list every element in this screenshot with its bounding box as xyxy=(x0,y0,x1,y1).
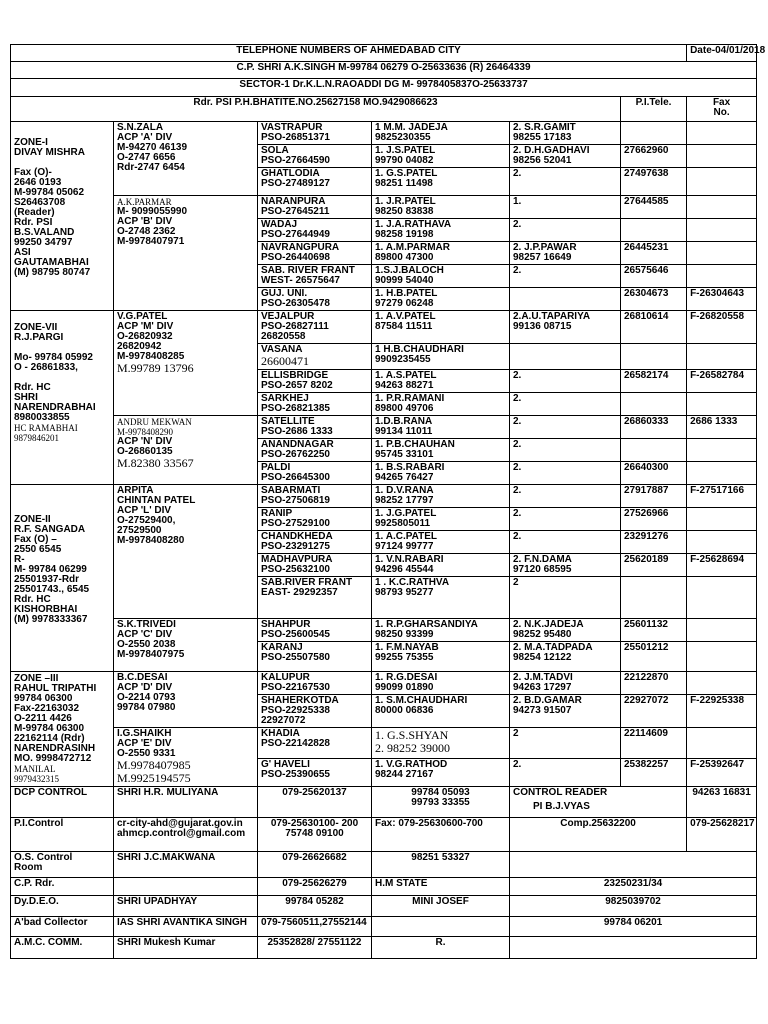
pi-first xyxy=(372,145,510,168)
fax-number xyxy=(687,672,757,695)
pi-telephone: 25382257 xyxy=(621,759,687,787)
pi-first xyxy=(372,695,510,728)
pi-telephone: 26810614 xyxy=(621,311,687,344)
police-station-name: ELLISBRIDGE PSO-2657 8202 xyxy=(261,370,333,391)
pi-first-name: 1. J.R.PATEL 98250 83838 xyxy=(375,196,436,217)
pi-telephone: 26445231 xyxy=(621,242,687,265)
acp-details: ACP 'N' DIV O-26860135 xyxy=(117,436,173,457)
control-reader-phone: 94263 16831 xyxy=(687,787,757,818)
pi-telephone: 26304673 xyxy=(621,288,687,311)
police-station xyxy=(258,462,372,485)
fax-number: F-22925338 xyxy=(687,695,757,728)
pi-first-name: 1 . K.C.RATHVA 98793 95277 xyxy=(375,577,450,598)
station-row xyxy=(11,728,757,759)
fax-number: F-26304643 xyxy=(687,288,757,311)
pi-first xyxy=(372,759,510,787)
pi-first xyxy=(372,672,510,695)
acp-details: V.G.PATEL ACP 'M' DIV O-26820932 26820942 M-9978408285 xyxy=(117,311,185,362)
police-station-name: VEJALPUR PSO-26827111 26820558 xyxy=(261,311,329,342)
police-station xyxy=(258,531,372,554)
footer-row xyxy=(11,818,757,852)
amc-phone: 25352828/ 27551122 xyxy=(258,937,372,959)
pi-first-name: 1. D.V.RANA 98252 17797 xyxy=(375,485,434,506)
police-station-name: MADHAVPURA PSO-25632100 xyxy=(261,554,333,575)
os-control-name: SHRI J.C.MAKWANA xyxy=(114,852,258,878)
control-reader-label: CONTROL READER xyxy=(513,787,608,798)
zone-extra: HC RAMABHAI 9879846201 xyxy=(14,423,78,443)
pi-control-comp-phone: 079-25628217 xyxy=(687,818,757,852)
pi-second: 2. xyxy=(510,508,621,531)
pi-first xyxy=(372,554,510,577)
pi-first xyxy=(372,370,510,393)
pi-first-name: 1. P.R.RAMANI 89800 49706 xyxy=(375,393,445,414)
pi-first-name: 1. F.M.NAYAB 99255 75355 xyxy=(375,642,439,663)
pi-telephone: 27662960 xyxy=(621,145,687,168)
pi-telephone: 26575646 xyxy=(621,265,687,288)
acp-details: M- 9099055990 ACP 'B' DIV O-2748 2362 M-9978407971 xyxy=(117,206,188,247)
pi-second: 2. B.D.GAMAR 94273 91507 xyxy=(510,695,621,728)
footer-row xyxy=(11,896,757,917)
acp-cell xyxy=(114,416,258,485)
pi-first xyxy=(372,393,510,416)
pi-telephone xyxy=(621,344,687,370)
pi-first-name: 1. A.M.PARMAR 89800 47300 xyxy=(375,242,450,263)
dy-deo-phone: 99784 05282 xyxy=(258,896,372,917)
acp-cell xyxy=(114,311,258,416)
police-station xyxy=(258,577,372,619)
dy-deo-label: Dy.D.E.O. xyxy=(11,896,114,917)
fax-number xyxy=(687,393,757,416)
police-station-name: CHANDKHEDA PSO-23291275 xyxy=(261,531,333,552)
police-station-name: SARKHEJ PSO-26821385 xyxy=(261,393,330,414)
pi-first xyxy=(372,508,510,531)
fax-number: 2686 1333 xyxy=(687,416,757,439)
footer-row xyxy=(11,937,757,959)
police-station-name: GUJ. UNI. PSO-26305478 xyxy=(261,288,330,309)
fax-number: F-26582784 xyxy=(687,370,757,393)
pi-second: 2. J.P.PAWAR 98257 16649 xyxy=(510,242,621,265)
zone-info: ZONE-I DIVAY MISHRA Fax (O)- 2646 0193 M-99784 05062 S26463708 (Reader) Rdr. PSI B.S.VALAND 99250 34797 ASI GAUTAMABHAI (M) 98795 80747 xyxy=(14,137,91,278)
zone-cell xyxy=(11,122,114,311)
zone-cell xyxy=(11,485,114,672)
collector-mobile: 99784 06201 xyxy=(510,917,757,937)
pi-first-name: 1. A.V.PATEL 87584 11511 xyxy=(375,311,436,332)
pi-second: 2. xyxy=(510,265,621,288)
zone-info: ZONE-VII R.J.PARGI Mo- 99784 05992 O - 26861833, Rdr. HC SHRI NARENDRABHAI 8980033855 xyxy=(14,322,96,423)
police-station-name: SAB. RIVER FRANT WEST- 26575647 xyxy=(261,265,355,286)
acp-details: I.G.SHAIKH ACP 'E' DIV O-2550 9331 xyxy=(117,728,176,759)
pi-first-name: 1.D.B.RANA 99134 11011 xyxy=(375,416,433,437)
pi-telephone: 25620189 xyxy=(621,554,687,577)
zone-info: ZONE –III RAHUL TRIPATHI 99784 06300 Fax-22163032 O-2211 4426 M-99784 06300 22162114 (Rdr) NARENDRASINH MO. 9998472712 xyxy=(14,673,97,764)
pi-second: 2. M.A.TADPADA 98254 12122 xyxy=(510,642,621,672)
pi-first xyxy=(372,122,510,145)
police-station xyxy=(258,122,372,145)
amc-label: A.M.C. COMM. xyxy=(11,937,114,959)
acp-cell xyxy=(114,485,258,619)
police-station-name: KALUPUR PSO-22167530 xyxy=(261,672,330,693)
fax-number: F-26820558 xyxy=(687,311,757,344)
fax-number xyxy=(687,577,757,619)
pi-second: 1. xyxy=(510,196,621,219)
fax-number: F-27517166 xyxy=(687,485,757,508)
pi-first-name: 1. H.B.PATEL 97279 06248 xyxy=(375,288,438,309)
police-station-phone: 26600471 xyxy=(261,354,309,368)
acp-details: S.N.ZALA ACP 'A' DIV M-94270 46139 O-2747 6656 Rdr-2747 6454 xyxy=(117,122,188,173)
pi-second: 2. D.H.GADHAVI 98256 52041 xyxy=(510,145,621,168)
fax-number xyxy=(687,728,757,759)
fax-number: F-25628694 xyxy=(687,554,757,577)
fax-number xyxy=(687,508,757,531)
pi-tele-header: P.I.Tele. xyxy=(621,97,687,122)
pi-first-name: 1. B.S.RABARI 94265 76427 xyxy=(375,462,445,483)
pi-telephone xyxy=(621,393,687,416)
cp-rdr-label: C.P. Rdr. xyxy=(11,878,114,896)
police-station-name: WADAJ PSO-27644949 xyxy=(261,219,330,240)
fax-number: F-25392647 xyxy=(687,759,757,787)
pi-first-name: 1. P.B.CHAUHAN 95745 33101 xyxy=(375,439,455,460)
pi-first-name: 1. J.S.PATEL 99790 04082 xyxy=(375,145,436,166)
pi-control-fax: Fax: 079-25630600-700 xyxy=(372,818,510,852)
pi-first-name: 1 H.B.CHAUDHARI 9909235455 xyxy=(375,344,464,365)
acp-cell xyxy=(114,728,258,787)
acp-mobile: M.9978407985 M.9925194575 xyxy=(117,758,191,785)
police-station xyxy=(258,439,372,462)
police-station-name: ANANDNAGAR PSO-26762250 xyxy=(261,439,334,460)
dcp-control-name: SHRI H.R. MULIYANA xyxy=(114,787,258,818)
pi-first-name: 1. A.S.PATEL 94263 88271 xyxy=(375,370,437,391)
pi-second: 2. xyxy=(510,531,621,554)
cp-rdr-phone: 079-25626279 xyxy=(258,878,372,896)
pi-first xyxy=(372,462,510,485)
fax-number xyxy=(687,122,757,145)
pi-first xyxy=(372,265,510,288)
station-row xyxy=(11,619,757,642)
police-station xyxy=(258,728,372,759)
police-station xyxy=(258,145,372,168)
pi-telephone: 22114609 xyxy=(621,728,687,759)
acp-details: B.C.DESAI ACP 'D' DIV O-2214 0793 99784 07980 xyxy=(117,672,176,713)
police-station xyxy=(258,695,372,728)
pi-first-name: 1. J.G.PATEL 9925805011 xyxy=(375,508,437,529)
pi-second: 2. xyxy=(510,370,621,393)
control-reader-name: PI B.J.VYAS xyxy=(533,801,590,812)
pi-first-name: 1. A.C.PATEL 97124 99777 xyxy=(375,531,438,552)
fax-number xyxy=(687,145,757,168)
acp-mobile: M.82380 33567 xyxy=(117,456,194,470)
fax-number xyxy=(687,242,757,265)
acp-cell xyxy=(114,122,258,196)
acp-cell xyxy=(114,196,258,311)
pi-second: 2. xyxy=(510,219,621,242)
collector-name: IAS SHRI AVANTIKA SINGH xyxy=(114,917,258,937)
pi-first xyxy=(372,168,510,196)
police-station xyxy=(258,265,372,288)
pi-telephone xyxy=(621,577,687,619)
police-station xyxy=(258,508,372,531)
acp-mobile: M.99789 13796 xyxy=(117,361,194,375)
fax-number xyxy=(687,439,757,462)
pi-telephone: 27644585 xyxy=(621,196,687,219)
dcp-control-label: DCP CONTROL xyxy=(11,787,114,818)
pi-first-name: 1. V.N.RABARI 94296 45544 xyxy=(375,554,444,575)
pi-first xyxy=(372,311,510,344)
pi-first-name: 1. V.G.RATHOD 98244 27167 xyxy=(375,759,448,781)
police-station-name: VASTRAPUR PSO-26851371 xyxy=(261,122,330,143)
fax-number xyxy=(687,344,757,370)
police-station xyxy=(258,485,372,508)
pi-second: 2. xyxy=(510,393,621,416)
police-station xyxy=(258,344,372,370)
acp-cell xyxy=(114,619,258,672)
police-station-name: VASANA xyxy=(261,344,303,355)
pi-telephone: 27526966 xyxy=(621,508,687,531)
acp-details: ARPITA CHINTAN PATEL ACP 'L' DIV O-27529400, 27529500 M-9978408280 xyxy=(117,485,196,546)
hm-state-phone: 23250231/34 xyxy=(510,878,757,896)
police-station-name: GHATLODIA PSO-27489127 xyxy=(261,168,330,189)
police-station-name: SHAHPUR PSO-25600545 xyxy=(261,619,330,640)
police-station-name: NARANPURA PSO-27645211 xyxy=(261,196,330,217)
pi-first-name: 1. J.A.RATHAVA 98258 19198 xyxy=(375,219,452,240)
pi-second: 2. xyxy=(510,168,621,196)
cp-line: C.P. SHRI A.K.SINGH M-99784 06279 O-25633636 (R) 26464339 xyxy=(11,62,757,79)
pi-second: 2. F.N.DAMA 97120 68595 xyxy=(510,554,621,577)
station-row xyxy=(11,311,757,344)
police-station-name: PALDI PSO-26645300 xyxy=(261,462,330,483)
pi-first xyxy=(372,288,510,311)
station-row xyxy=(11,416,757,439)
pi-telephone: 27917887 xyxy=(621,485,687,508)
pi-first-name: 1. G.S.PATEL 98251 11498 xyxy=(375,168,438,189)
station-row xyxy=(11,485,757,508)
pi-second: 2 xyxy=(510,728,621,759)
pi-second: 2. xyxy=(510,759,621,787)
fax-number xyxy=(687,265,757,288)
police-station-name: KARANJ PSO-25507580 xyxy=(261,642,330,663)
pi-telephone: 26582174 xyxy=(621,370,687,393)
police-station-name: RANIP PSO-27529100 xyxy=(261,508,330,529)
collector-blank xyxy=(372,917,510,937)
police-station-name: SATELLITE PSO-2686 1333 xyxy=(261,416,333,437)
pi-second: 2. xyxy=(510,485,621,508)
sector-line: SECTOR-1 Dr.K.L.N.RAOADDI DG M- 9978405837O-25633737 xyxy=(11,79,757,97)
acp-details: S.K.TRIVEDI ACP 'C' DIV O-2550 2038 M-9978407975 xyxy=(117,619,185,660)
police-station-name: G' HAVELI PSO-25390655 xyxy=(261,759,330,781)
police-station xyxy=(258,672,372,695)
pi-first xyxy=(372,577,510,619)
station-row xyxy=(11,122,757,145)
pi-first xyxy=(372,439,510,462)
station-row xyxy=(11,672,757,695)
pi-telephone: 25601132 xyxy=(621,619,687,642)
dcp-control-phone: 079-25620137 xyxy=(258,787,372,818)
station-row xyxy=(11,196,757,219)
os-control-label: O.S. Control Room xyxy=(11,852,114,878)
fax-number xyxy=(687,168,757,196)
pi-telephone: 27497638 xyxy=(621,168,687,196)
footer-row xyxy=(11,917,757,937)
police-station-name: SHAHERKOTDA PSO-22925338 22927072 xyxy=(261,695,339,726)
fax-number xyxy=(687,619,757,642)
pi-telephone xyxy=(621,122,687,145)
acp-officer: A.K.PARMAR xyxy=(117,197,172,207)
pi-second xyxy=(510,344,621,370)
pi-first xyxy=(372,416,510,439)
police-station xyxy=(258,554,372,577)
police-station xyxy=(258,416,372,439)
control-reader-cell xyxy=(510,787,687,818)
pi-second: 2. N.K.JADEJA 98252 95480 xyxy=(510,619,621,642)
police-station-name: SOLA PSO-27664590 xyxy=(261,145,330,166)
pi-telephone xyxy=(621,439,687,462)
mini-josef-phone: 9825039702 xyxy=(510,896,757,917)
telephone-table xyxy=(10,44,766,959)
zone-info: ZONE-II R.F. SANGADA Fax (O) – 2550 6545 R- M- 99784 06299 25501937-Rdr 25501743., 6545 Rdr. HC KISHORBHAI (M) 9978333367 xyxy=(14,514,90,625)
page-title: TELEPHONE NUMBERS OF AHMEDABAD CITY xyxy=(11,45,687,62)
pi-second: 2.A.U.TAPARIYA 99136 08715 xyxy=(510,311,621,344)
police-station xyxy=(258,219,372,242)
police-station xyxy=(258,242,372,265)
pi-first xyxy=(372,728,510,759)
police-station xyxy=(258,642,372,672)
pi-second: 2. xyxy=(510,462,621,485)
police-station-name: KHADIA PSO-22142828 xyxy=(261,728,330,749)
pi-first-name: 1. G.S.SHYAN 2. 98252 39000 xyxy=(375,728,450,755)
pi-first-name: 1 M.M. JADEJA 9825230355 xyxy=(375,122,448,143)
fax-number xyxy=(687,196,757,219)
amc-extra: R. xyxy=(372,937,510,959)
footer-row xyxy=(11,787,757,818)
police-station-name: SAB.RIVER FRANT EAST- 29292357 xyxy=(261,577,353,598)
pi-control-phone: 079-25630100- 200 75748 09100 xyxy=(258,818,372,852)
pi-second: 2 xyxy=(510,577,621,619)
dcp-control-mobile: 99784 05093 99793 33355 xyxy=(372,787,510,818)
police-station xyxy=(258,168,372,196)
police-station xyxy=(258,619,372,642)
acp-cell xyxy=(114,672,258,728)
pi-control-email: cr-city-ahd@gujarat.gov.in ahmcp.control@gmail.com xyxy=(114,818,258,852)
pi-first-name: 1. R.P.GHARSANDIYA 98250 93399 xyxy=(375,619,478,640)
acp-officer: ANDRU MEKWAN M-9978408290 xyxy=(117,417,192,437)
os-control-mobile: 98251 53327 xyxy=(372,852,510,878)
pi-telephone: 22927072 xyxy=(621,695,687,728)
police-station xyxy=(258,196,372,219)
pi-first-name: 1.S.J.BALOCH 90999 54040 xyxy=(375,265,444,286)
pi-second: 2. xyxy=(510,439,621,462)
cp-rdr-blank xyxy=(114,878,258,896)
zone-extra: MANILAL 9979432315 xyxy=(14,764,59,784)
zone-cell xyxy=(11,311,114,485)
pi-first xyxy=(372,619,510,642)
police-station-name: NAVRANGPURA PSO-26440698 xyxy=(261,242,340,263)
pi-first-name: 1. R.G.DESAI 99099 01890 xyxy=(375,672,438,693)
police-station-name: SABARMATI PSO-27506819 xyxy=(261,485,330,506)
pi-telephone: 26640300 xyxy=(621,462,687,485)
pi-telephone: 22122870 xyxy=(621,672,687,695)
collector-phone: 079-7560511,27552144 xyxy=(258,917,372,937)
fax-number xyxy=(687,219,757,242)
police-station xyxy=(258,759,372,787)
police-station xyxy=(258,393,372,416)
hm-state-label: H.M STATE xyxy=(372,878,510,896)
pi-first xyxy=(372,344,510,370)
police-station xyxy=(258,311,372,344)
fax-number xyxy=(687,642,757,672)
zone-cell xyxy=(11,672,114,787)
amc-name: SHRI Mukesh Kumar xyxy=(114,937,258,959)
pi-control-label: P.I.Control xyxy=(11,818,114,852)
fax-number xyxy=(687,531,757,554)
police-station xyxy=(258,370,372,393)
pi-telephone: 25501212 xyxy=(621,642,687,672)
mini-josef-name: MINI JOSEF xyxy=(372,896,510,917)
pi-first xyxy=(372,485,510,508)
pi-second: 2. xyxy=(510,416,621,439)
telephone-directory xyxy=(10,44,766,999)
fax-header: Fax No. xyxy=(687,97,757,122)
pi-second: 2. J.M.TADVI 94263 17297 xyxy=(510,672,621,695)
rdr-line: Rdr. PSI P.H.BHATITE.NO.25627158 MO.9429086623 xyxy=(11,97,621,122)
pi-first xyxy=(372,531,510,554)
fax-number xyxy=(687,462,757,485)
pi-first xyxy=(372,219,510,242)
pi-first xyxy=(372,196,510,219)
amc-blank xyxy=(510,937,757,959)
footer-row xyxy=(11,878,757,896)
collector-label: A'bad Collector xyxy=(11,917,114,937)
pi-first xyxy=(372,242,510,265)
pi-telephone: 23291276 xyxy=(621,531,687,554)
pi-second xyxy=(510,288,621,311)
footer-row xyxy=(11,852,757,878)
date-label: Date-04/01/2018 xyxy=(687,45,757,62)
pi-control-comp: Comp.25632200 xyxy=(510,818,687,852)
pi-second: 2. S.R.GAMIT 98255 17183 xyxy=(510,122,621,145)
police-station xyxy=(258,288,372,311)
dy-deo-name: SHRI UPADHYAY xyxy=(114,896,258,917)
pi-first-name: 1. S.M.CHAUDHARI 80000 06836 xyxy=(375,695,468,716)
os-control-blank xyxy=(510,852,757,878)
os-control-phone: 079-26626682 xyxy=(258,852,372,878)
pi-telephone: 26860333 xyxy=(621,416,687,439)
pi-first xyxy=(372,642,510,672)
pi-telephone xyxy=(621,219,687,242)
